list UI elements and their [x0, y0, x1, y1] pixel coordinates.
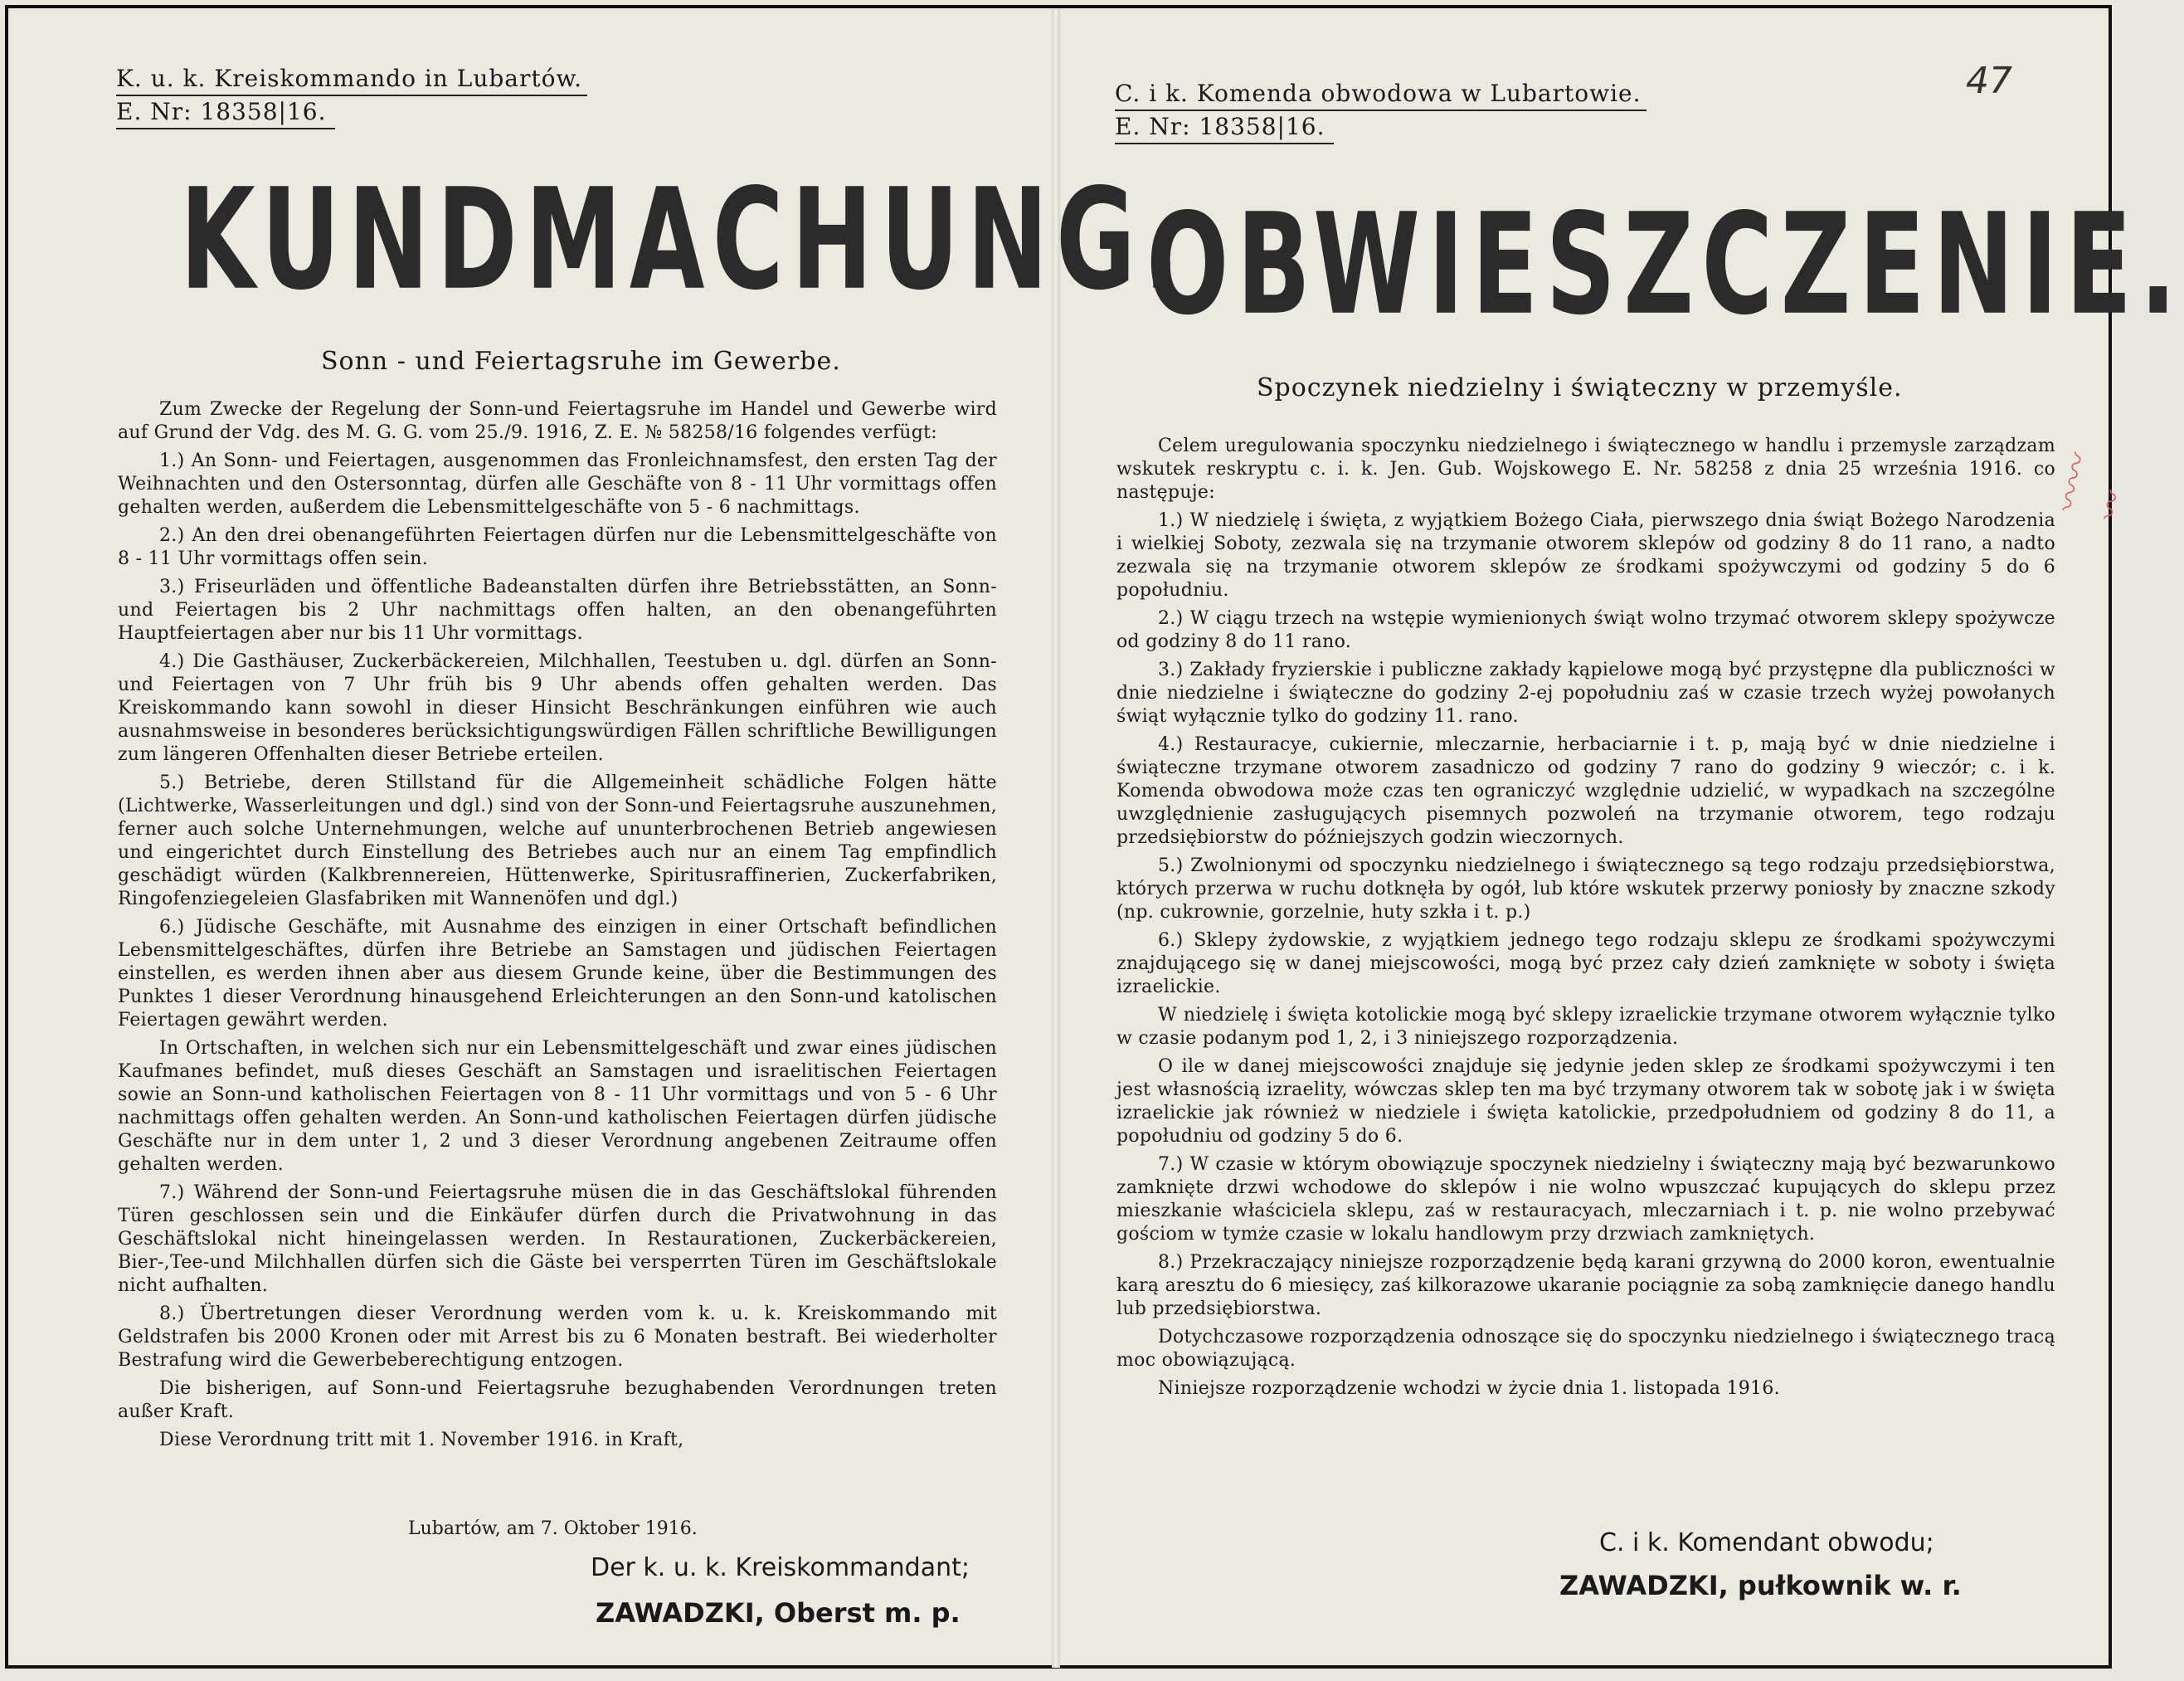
polish-paragraph: 8.) Przekraczający niniejsze rozporządzenie będą karani grzywną do 2000 koron, ewentualnie karą aresztu do 6 miesięcy, zaś kilkorazowe ukaranie pociągnie za sobą zamknięcie danego handlu lub przedsiębiorstwa.	[1116, 1252, 2055, 1319]
german-paragraph: 4.) Die Gasthäuser, Zuckerbäckereien, Milchhallen, Teestuben u. dgl. dürfen an Sonn-und Feiertagen von 7 Uhr früh bis 9 Uhr abends offen gehalten werden. Das Kreiskommando kann sowohl in dieser Hinsicht Beschränkungen einführen wie auch ausnahmsweise in besonderes berücksichtigungswürdigen Fällen schriftliche Bewilligungen zum längeren Offenhalten dieser Betriebe erteilen.	[118, 651, 997, 765]
german-paragraph: 2.) An den drei obenangeführten Feiertagen dürfen nur die Lebensmittelgeschäfte von 8 - 11 Uhr vormittags offen sein.	[118, 525, 997, 569]
polish-paragraph: Niniejsze rozporządzenie wchodzi w życie dnia 1. listopada 1916.	[1158, 1378, 1780, 1399]
polish-notice	[1062, 8, 2184, 1664]
german-subtitle: Sonn - und Feiertagsruhe im Gewerbe.	[321, 347, 841, 376]
polish-paragraph: O ile w danej miejscowości znajduje się jedynie jeden sklep ze środkami spożywczymi i ten jest własnością izraelity, wówczas sklep ten ma być trzymany otworem tak w sobotę jak i w święta izraelickie jak również w niedziele i święta katolickie, przedpołudniem od godziny 8 do 11, a popołudniu od godziny 5 do 6.	[1116, 1056, 2055, 1147]
german-header-line1: K. u. k. Kreiskommando in Lubartów.	[116, 63, 587, 96]
polish-header-line1: C. i k. Komenda obwodowa w Lubartowie.	[1115, 78, 1647, 111]
german-signer-name: ZAWADZKI, Oberst m. p.	[596, 1597, 961, 1629]
polish-paragraph: Dotychczasowe rozporządzenia odnoszące się do spoczynku niedzielnego i świątecznego tracą moc obowiązującą.	[1116, 1327, 2055, 1371]
german-body	[118, 398, 997, 1457]
polish-paragraph: 3.) Zakłady fryzierskie i publiczne zakłady kąpielowe mogą być przystępne dla publiczności w dnie niedzielne i świąteczne do godziny 2-ej popołudniu zaś w czasie trzech wyżej powołanych świąt wyłącznie tylko do godziny 11. rano.	[1116, 660, 2055, 727]
german-title: KUNDMACHUNG.	[180, 159, 1189, 322]
german-signer-title: Der k. u. k. Kreiskommandant;	[591, 1553, 970, 1582]
polish-body	[1116, 435, 2055, 1406]
german-paragraph: In Ortschaften, in welchen sich nur ein Lebensmittelgeschäft und zwar eines jüdischen Kaufmanes befindet, muß dieses Geschäft an Samstagen und israelitischen Feiertagen sowie an Sonn-und katholischen Feiertagen von 8 - 11 Uhr vormittags und von 5 - 6 Uhr nachmittags offen gehalten werden. An Sonn-und katholischen Feiertagen dürfen jüdische Geschäfte nur in dem unter 1, 2 und 3 dieser Verordnung angebenen Zeitraume offen gehalten werden.	[118, 1038, 997, 1175]
polish-header-line2: E. Nr: 18358|16.	[1115, 111, 1334, 144]
polish-subtitle: Spoczynek niedzielny i świąteczny w przemyśle.	[1257, 373, 1903, 402]
polish-title: OBWIESZCZENIE.	[1146, 184, 2184, 347]
german-paragraph: 1.) An Sonn- und Feiertagen, ausgenommen das Fronleichnamsfest, den ersten Tag der Weihnachten und den Ostersonntag, dürfen alle Geschäfte von 8 - 11 Uhr vormittags offen gehalten werden, außerdem die Lebensmittelgeschäfte von 5 - 6 nachmittags.	[118, 451, 997, 518]
polish-paragraph: 5.) Zwolnionymi od spoczynku niedzielnego i świątecznego są tego rodzaju przedsiębiorstwa, których przerwa w ruchu dotknęła by ogół, lub które wskutek przerwy poniosły by znaczne szkody (np. cukrownie, gorzelnie, huty szkła i t. p.)	[1116, 855, 2055, 923]
polish-signer-title: C. i k. Komendant obwodu;	[1599, 1528, 1934, 1557]
german-place-date: Lubartów, am 7. Oktober 1916.	[408, 1518, 698, 1539]
polish-header	[1115, 78, 1647, 144]
german-paragraph: 5.) Betriebe, deren Stillstand für die Allgemeinheit schädliche Folgen hätte (Lichtwerke, Wasserleitungen und dgl.) sind von der Sonn-und Feiertagsruhe auszunehmen, ferner auch solche Unternehmungen, welche auf ununterbrochenen Betrieb angewiesen und eingerichtet durch Einstellung des Betriebes auch nur an einem Tag empfindlich geschädigt würden (Kalkbrennereien, Hüttenwerke, Spiritusraffinerien, Zuckerfabriken, Ringofenziegeleien Glasfabriken mit Wannenöfen und dgl.)	[118, 772, 997, 909]
polish-paragraph: 6.) Sklepy żydowskie, z wyjątkiem jednego tego rodzaju sklepu ze środkami spożywczymi znajdującego się w danej miejscowości, mogą być przez cały dzień zamknięte w soboty i święta izraelickie.	[1116, 930, 2055, 997]
polish-paragraph: 2.) W ciągu trzech na wstępie wymienionych świąt wolno trzymać otworem sklepy spożywcze od godziny 8 do 11 rano.	[1116, 608, 2055, 652]
german-paragraph: Die bisherigen, auf Sonn-und Feiertagsruhe bezughabenden Verordnungen treten außer Kraft.	[118, 1378, 997, 1422]
polish-paragraph: 4.) Restauracye, cukiernie, mleczarnie, herbaciarnie i t. p, mają być w dnie niedzielne i świąteczne trzymane otworem zasadniczo od godziny 7 rano do godziny 9 wieczór; c. i k. Komenda obwodowa może czas ten ograniczyć względnie udzielić, w wypadkach na szczególne uwzględnienie zasługujących pisemnych pozwoleń na trzymanie otworem, tego rodzaju przedsiębiorstw do późniejszych godzin wieczornych.	[1116, 734, 2055, 848]
german-paragraph: 8.) Übertretungen dieser Verordnung werden vom k. u. k. Kreiskommando mit Geldstrafen bis 2000 Kronen oder mit Arrest bis zu 6 Monaten bestraft. Bei wiederholter Bestrafung wird die Gewerbeberechtigung entzogen.	[118, 1303, 997, 1371]
german-paragraph: 7.) Während der Sonn-und Feiertagsruhe müsen die in das Geschäftslokal führenden Türen geschlossen sein und die Einkäufer dürfen durch die Privatwohnung in das Geschäftslokal nicht hineingelassen werden. In Restaurationen, Zuckerbäckereien, Bier-,Tee-und Milchhallen dürfen sich die Gäste bei versperrten Türen im Geschäftslokale nicht aufhalten.	[118, 1182, 997, 1296]
german-header-line2: E. Nr: 18358|16.	[116, 96, 335, 129]
german-paragraph: Zum Zwecke der Regelung der Sonn-und Feiertagsruhe im Handel und Gewerbe wird auf Grund der Vdg. des M. G. G. vom 25./9. 1916, Z. E. № 58258/16 folgendes verfügt:	[118, 399, 997, 443]
polish-signer-name: ZAWADZKI, pułkownik w. r.	[1559, 1570, 1962, 1601]
polish-paragraph: Celem uregulowania spoczynku niedzielnego i świątecznego w handlu i przemysle zarządzam wskutek reskryptu c. i. k. Jen. Gub. Wojskowego E. Nr. 58258 z dnia 25 września 1916. co następuje:	[1116, 436, 2055, 503]
german-header	[116, 63, 587, 129]
folio-number: 47	[1966, 60, 2012, 102]
german-paragraph: 3.) Friseurläden und öffentliche Badeanstalten dürfen ihre Betriebsstätten, an Sonn-und Feiertagen bis 2 Uhr nachmittags offen halten, an den obenangeführten Hauptfeiertagen aber nur bis 11 Uhr vormittags.	[118, 577, 997, 644]
polish-paragraph: 7.) W czasie w którym obowiązuje spoczynek niedzielny i świąteczny mają być bezwarunkowo zamknięte drzwi wchodowe do sklepów i nie wolno wpuszczać kupujących do sklepu przez mieszkanie właściciela sklepu, zaś w restauracyach, mleczarniach i t. p. nie wolno przebywać gościom w tymże czasie w lokalu handlowym przy drzwiach zamkniętych.	[1116, 1154, 2055, 1245]
german-notice	[10, 8, 1189, 1664]
polish-paragraph: W niedzielę i święta kotolickie mogą być sklepy izraelickie trzymane otworem wyłącznie tylko w czasie podanym pod 1, 2, i 3 niniejszego rozporządzenia.	[1116, 1005, 2055, 1049]
polish-paragraph: 1.) W niedzielę i święta, z wyjątkiem Bożego Ciała, pierwszego dnia świąt Bożego Narodzenia i wielkiej Soboty, zezwala się na trzymanie otworem sklepów od godziny 8 do 11 rano, a nadto zezwala się na trzymanie otworem sklepów ze środkami spożywczymi od godziny 5 do 6 popołudniu.	[1116, 510, 2055, 601]
german-paragraph: 6.) Jüdische Geschäfte, mit Ausnahme des einzigen in einer Ortschaft befindlichen Lebensmittelgeschäftes, dürfen ihre Betriebe an Samstagen und jüdischen Feiertagen einstellen, es werden ihnen aber aus diesem Grunde keine, über die Bestimmungen des Punktes 1 dieser Verordnung hinausgehend Erleichterungen an den Sonn-und katolischen Feiertagen gewährt werden.	[118, 917, 997, 1031]
red-handwritten-mark-icon: 〰〰〰	[2050, 449, 2133, 524]
german-paragraph: Diese Verordnung tritt mit 1. November 1916. in Kraft,	[159, 1430, 684, 1450]
